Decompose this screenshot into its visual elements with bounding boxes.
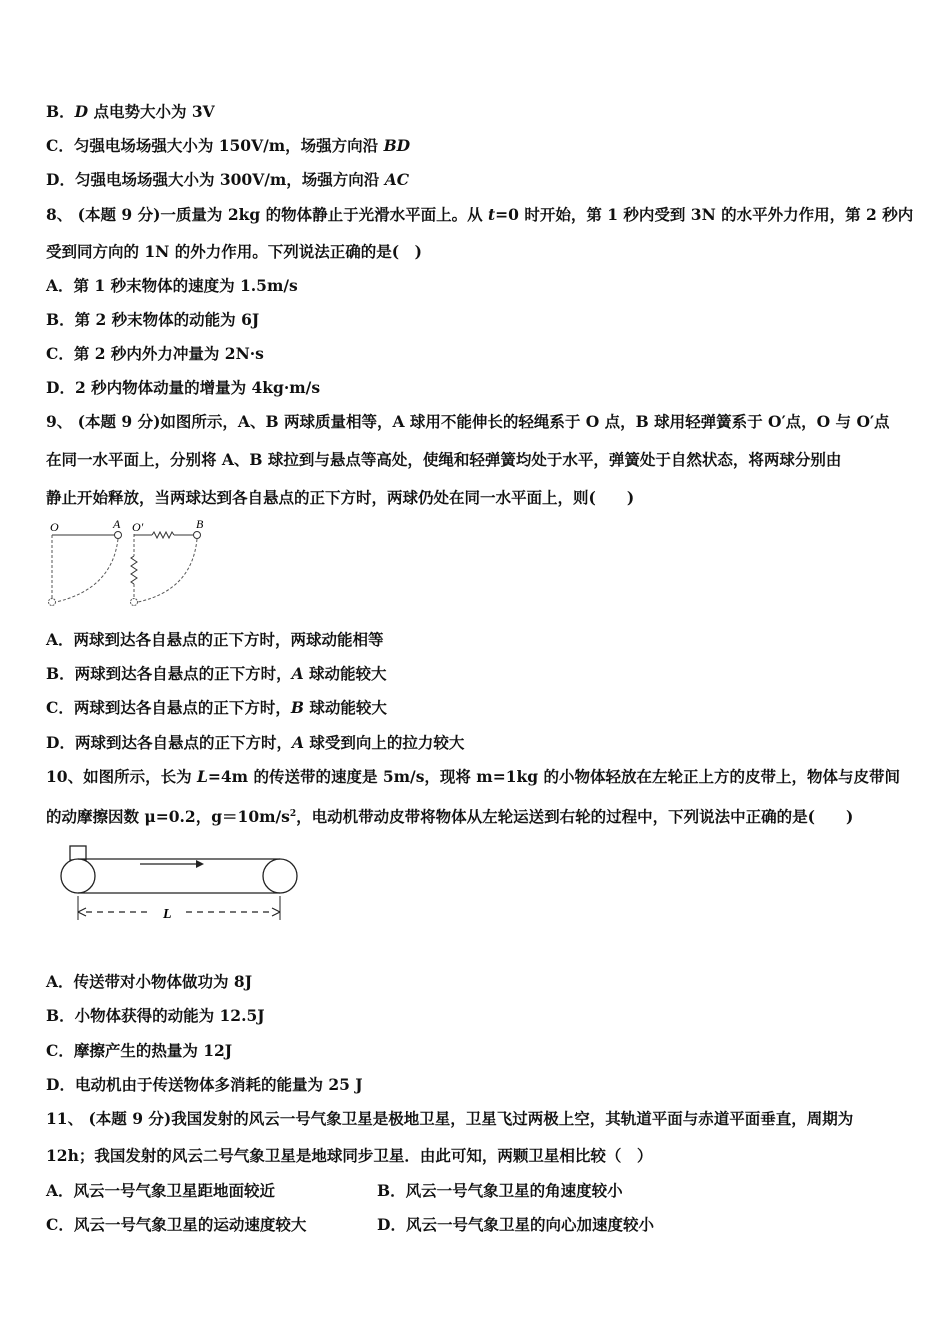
q7-option-b: B．D 点电势大小为 3V: [46, 102, 215, 121]
ball-a-start: [115, 532, 122, 539]
q9-option-a: A．两球到达各自悬点的正下方时，两球动能相等: [46, 630, 384, 649]
q10-stem-line2: 的动摩擦因数 μ=0.2，$g=10m/s^2$，电动机带动皮带将物体从左轮运送到右轮的过程中，下列说法中正确的是( ): [46, 807, 854, 827]
ball-a-end: [49, 599, 56, 606]
q9-pendulum-figure: [40, 514, 220, 612]
label-o-prime: O′: [132, 520, 144, 534]
q11-option-c: C．风云一号气象卫星的运动速度较大: [46, 1215, 307, 1234]
q9-option-c: C．两球到达各自悬点的正下方时，B 球动能较大: [46, 698, 387, 717]
q8-stem-line2: 受到同方向的 1N 的外力作用。下列说法正确的是( ): [46, 242, 422, 261]
q11-stem-line1: 11、 (本题 9 分)我国发射的风云一号气象卫星是极地卫星，卫星飞过两极上空，其轨道平面与赤道平面垂直，周期为: [46, 1109, 854, 1128]
spring-horizontal: [152, 532, 174, 538]
dim-arrow-right: [272, 908, 280, 916]
q11-option-d: D．风云一号气象卫星的向心加速度较小: [377, 1215, 654, 1234]
q8-stem-line1: 8、 (本题 9 分)一质量为 2kg 的物体静止于光滑水平面上。从 t=0 时开始，第 1 秒内受到 3N 的水平外力作用，第 2 秒内: [46, 205, 914, 224]
q9-stem-line2: 在同一水平面上，分别将 A、B 球拉到与悬点等高处，使绳和轻弹簧均处于水平，弹簧处于自然状态，将两球分别由: [46, 450, 842, 469]
q8-option-a: A．第 1 秒末物体的速度为 1.5m/s: [46, 276, 298, 295]
q10-conveyor-figure: [56, 840, 306, 925]
q10-option-b: B．小物体获得的动能为 12.5J: [46, 1006, 265, 1025]
ball-a-path: [56, 539, 118, 602]
q8-option-b: B．第 2 秒末物体的动能为 6J: [46, 310, 260, 329]
small-block: [70, 846, 86, 860]
q9-stem-line3: 静止开始释放，当两球达到各自悬点的正下方时，两球仍处在同一水平面上，则( ): [46, 488, 635, 507]
q11-option-b: B．风云一号气象卫星的角速度较小: [377, 1181, 623, 1200]
q10-option-d: D．电动机由于传送物体多消耗的能量为 25 J: [46, 1075, 363, 1094]
q9-option-d: D．两球到达各自悬点的正下方时，A 球受到向上的拉力较大: [46, 733, 465, 752]
q8-option-c: C．第 2 秒内外力冲量为 2N·s: [46, 344, 264, 363]
label-a: A: [113, 517, 121, 531]
q10-option-c: C．摩擦产生的热量为 12J: [46, 1041, 233, 1060]
ball-b-start: [194, 532, 201, 539]
ball-b-path: [138, 539, 197, 602]
left-wheel: [61, 859, 95, 893]
q9-stem-line1: 9、 (本题 9 分)如图所示，A、B 两球质量相等，A 球用不能伸长的轻绳系于 O 点，B 球用轻弹簧系于 O′点，O 与 O′点: [46, 412, 890, 431]
label-o: O: [50, 520, 59, 534]
dim-arrow-left: [78, 908, 86, 916]
q11-option-a: A．风云一号气象卫星距地面较近: [46, 1181, 276, 1200]
velocity-arrowhead: [196, 860, 204, 868]
q9-option-b: B．两球到达各自悬点的正下方时，A 球动能较大: [46, 664, 387, 683]
q8-option-d: D．2 秒内物体动量的增量为 4kg·m/s: [46, 378, 321, 397]
q7-option-c: C．匀强电场场强大小为 150V/m，场强方向沿 BD: [46, 136, 411, 155]
right-wheel: [263, 859, 297, 893]
ball-b-end: [131, 599, 138, 606]
q10-option-a: A．传送带对小物体做功为 8J: [46, 972, 253, 991]
label-b: B: [196, 517, 204, 531]
spring-vertical: [131, 556, 137, 584]
label-l: L: [163, 907, 172, 922]
q11-stem-line2: 12h；我国发射的风云二号气象卫星是地球同步卫星．由此可知，两颗卫星相比较（ ）: [46, 1146, 653, 1165]
q7-option-d: D．匀强电场场强大小为 300V/m，场强方向沿 AC: [46, 170, 410, 189]
q10-stem-line1: 10、如图所示，长为 L=4m 的传送带的速度是 5m/s，现将 m=1kg 的小物体轻放在左轮正上方的皮带上，物体与皮带间: [46, 767, 900, 786]
